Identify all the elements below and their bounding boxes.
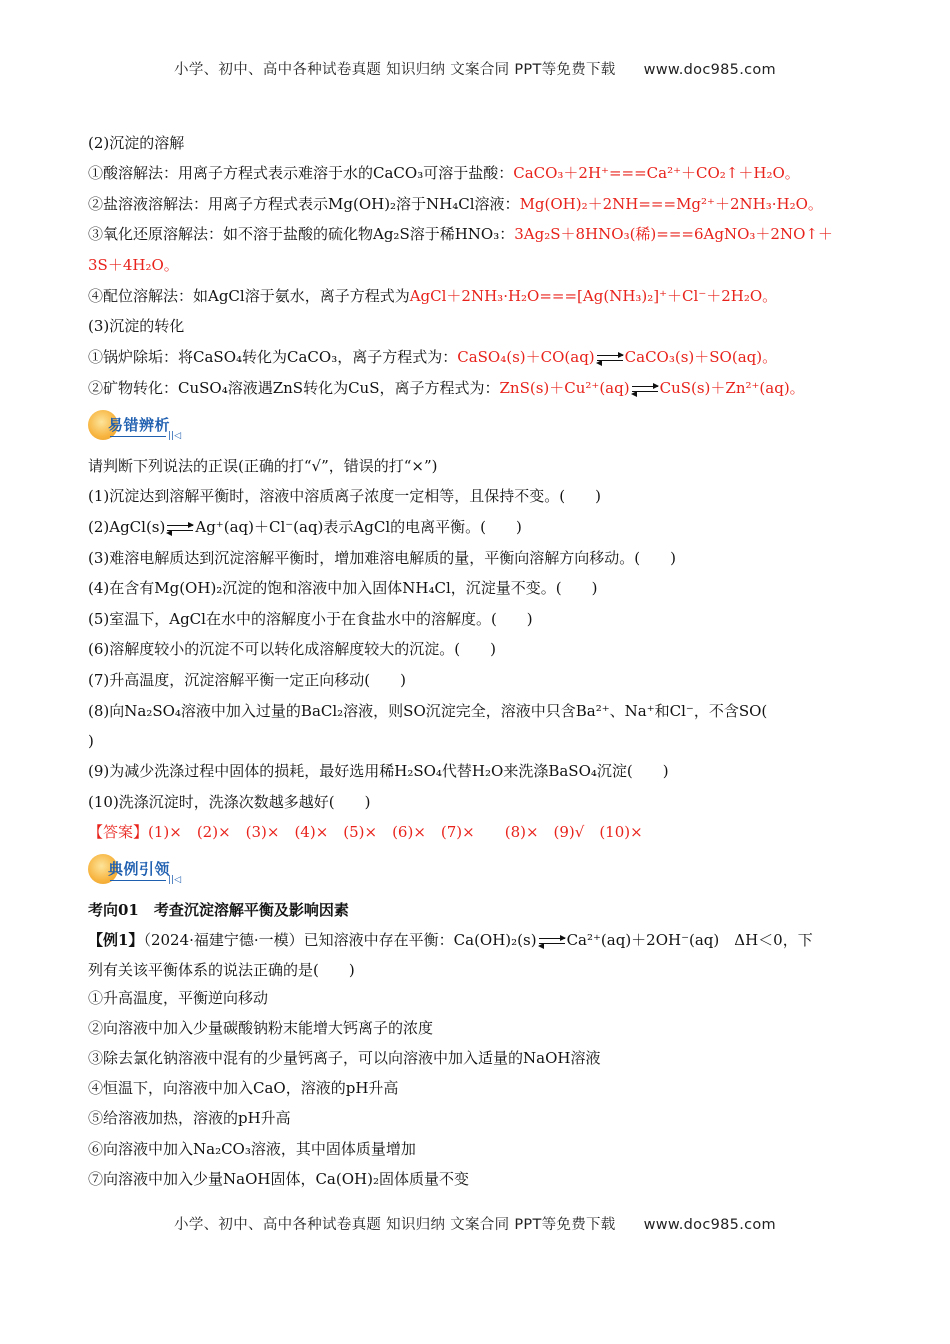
s2-line-2 <box>88 194 880 214</box>
option-6: ⑥向溶液中加入Na₂CO₃溶液，其中固体质量增加 <box>88 1140 416 1158</box>
direction-title: 考向01 考查沉淀溶解平衡及影响因素 <box>88 901 349 919</box>
badge-label: 易错辨析 <box>108 416 171 434</box>
s2-line-3 <box>88 224 880 244</box>
s2-line-1 <box>88 163 880 183</box>
equilibrium-arrow-icon <box>539 936 565 946</box>
s2-l1-text: ①酸溶解法：用离子方程式表示难溶于水的CaCO₃可溶于盐酸： <box>88 164 514 182</box>
s3-l1-answer-b: CaCO₃(s)＋SO(aq)。 <box>624 348 778 366</box>
s3-l1-text: ①锅炉除垢：将CaSO₄转化为CaCO₃，离子方程式为： <box>88 348 458 366</box>
judge-q3: (3)难溶电解质达到沉淀溶解平衡时，增加难溶电解质的量，平衡向溶解方向移动。( ) <box>88 549 676 567</box>
example-stem-2: 列有关该平衡体系的说法正确的是( ) <box>88 961 355 979</box>
footer-url[interactable]: www.doc985.com <box>643 1217 776 1233</box>
s3-l2-answer-a: ZnS(s)＋Cu²⁺(aq) <box>499 379 630 397</box>
judge-q5: (5)室温下，AgCl在水中的溶解度小于在食盐水中的溶解度。( ) <box>88 610 533 628</box>
option-4: ④恒温下，向溶液中加入CaO，溶液的pH升高 <box>88 1079 399 1097</box>
example-stem-a: （2024·福建宁德·一模）已知溶液中存在平衡：Ca(OH)₂(s) <box>143 931 537 949</box>
footer-text: 小学、初中、高中各种试卷真题 知识归纳 文案合同 PPT等免费下载 <box>174 1217 616 1233</box>
badge-rule <box>110 436 166 437</box>
judge-q8: (8)向Na₂SO₄溶液中加入过量的BaCl₂溶液，则SO沉淀完全，溶液中只含Ba²⁺、Na⁺和Cl⁻，不含SO( <box>88 702 768 720</box>
s2-l3-answer: 3Ag₂S＋8HNO₃(稀)===6AgNO₃＋2NO↑＋ <box>514 225 833 243</box>
example-stem-b: Ca²⁺(aq)＋2OH⁻(aq) ΔH＜0，下 <box>566 931 813 949</box>
s3-l1-answer-a: CaSO₄(s)＋CO(aq) <box>457 348 595 366</box>
judge-q2-a: (2)AgCl(s) <box>88 518 166 536</box>
section-2-title: (2)沉淀的溶解 <box>88 134 185 152</box>
judge-q2 <box>88 517 880 537</box>
s3-line-2 <box>88 378 880 398</box>
s2-l2-text: ②盐溶液溶解法：用离子方程式表示Mg(OH)₂溶于NH₄Cl溶液： <box>88 195 520 213</box>
badge-rule <box>110 880 166 881</box>
judge-q1: (1)沉淀达到溶解平衡时，溶液中溶质离子浓度一定相等，且保持不变。( ) <box>88 487 601 505</box>
s2-line-4 <box>88 286 880 306</box>
judge-answer: 【答案】(1)× (2)× (3)× (4)× (5)× (6)× (7)× (8)× (9)√ (10)× <box>88 823 643 841</box>
s2-l2-answer: Mg(OH)₂＋2NH===Mg²⁺＋2NH₃·H₂O。 <box>519 195 823 213</box>
example-label: 【例1】 <box>88 931 144 949</box>
equilibrium-arrow-icon <box>632 384 658 394</box>
judge-q8-cont: ) <box>88 732 94 750</box>
header-url[interactable]: www.doc985.com <box>643 62 776 78</box>
s2-l3-text: ③氧化还原溶解法：如不溶于盐酸的硫化物Ag₂S溶于稀HNO₃： <box>88 225 515 243</box>
page-header <box>0 58 950 79</box>
option-2: ②向溶液中加入少量碳酸钠粉末能增大钙离子的浓度 <box>88 1019 434 1037</box>
header-text: 小学、初中、高中各种试卷真题 知识归纳 文案合同 PPT等免费下载 <box>174 62 616 78</box>
badge-end-icon: ||◁ <box>168 875 181 885</box>
judge-q9: (9)为减少洗涤过程中固体的损耗，最好选用稀H₂SO₄代替H₂O来洗涤BaSO₄沉淀( ) <box>88 762 669 780</box>
s3-line-1 <box>88 347 880 367</box>
judge-q4: (4)在含有Mg(OH)₂沉淀的饱和溶液中加入固体NH₄Cl，沉淀量不变。( ) <box>88 579 598 597</box>
page-footer <box>0 1213 950 1234</box>
s2-l1-answer: CaCO₃＋2H⁺===Ca²⁺＋CO₂↑＋H₂O。 <box>513 164 800 182</box>
badge-example <box>88 854 188 886</box>
badge-label: 典例引领 <box>108 860 171 878</box>
section-3-title: (3)沉淀的转化 <box>88 317 185 335</box>
s2-l4-answer: AgCl＋2NH₃·H₂O===[Ag(NH₃)₂]⁺＋Cl⁻＋2H₂O。 <box>409 287 778 305</box>
badge-error-analysis <box>88 410 188 442</box>
option-1: ①升高温度，平衡逆向移动 <box>88 989 269 1007</box>
judge-intro: 请判断下列说法的正误(正确的打“√”，错误的打“×”) <box>88 457 438 475</box>
s2-line-3-cont: 3S＋4H₂O。 <box>88 256 179 274</box>
judge-q7: (7)升高温度，沉淀溶解平衡一定正向移动( ) <box>88 671 406 689</box>
judge-q2-b: Ag⁺(aq)＋Cl⁻(aq)表示AgCl的电离平衡。( ) <box>195 518 522 536</box>
s3-l2-answer-b: CuS(s)＋Zn²⁺(aq)。 <box>659 379 805 397</box>
option-7: ⑦向溶液中加入少量NaOH固体，Ca(OH)₂固体质量不变 <box>88 1170 469 1188</box>
equilibrium-arrow-icon <box>167 523 193 533</box>
option-3: ③除去氯化钠溶液中混有的少量钙离子，可以向溶液中加入适量的NaOH溶液 <box>88 1049 601 1067</box>
s2-l4-text: ④配位溶解法：如AgCl溶于氨水，离子方程式为 <box>88 287 410 305</box>
example-stem <box>88 930 880 950</box>
option-5: ⑤给溶液加热，溶液的pH升高 <box>88 1109 291 1127</box>
judge-q10: (10)洗涤沉淀时，洗涤次数越多越好( ) <box>88 793 371 811</box>
equilibrium-arrow-icon <box>597 353 623 363</box>
s3-l2-text: ②矿物转化：CuSO₄溶液遇ZnS转化为CuS，离子方程式为： <box>88 379 500 397</box>
judge-q6: (6)溶解度较小的沉淀不可以转化成溶解度较大的沉淀。( ) <box>88 640 496 658</box>
badge-end-icon: ||◁ <box>168 431 181 441</box>
